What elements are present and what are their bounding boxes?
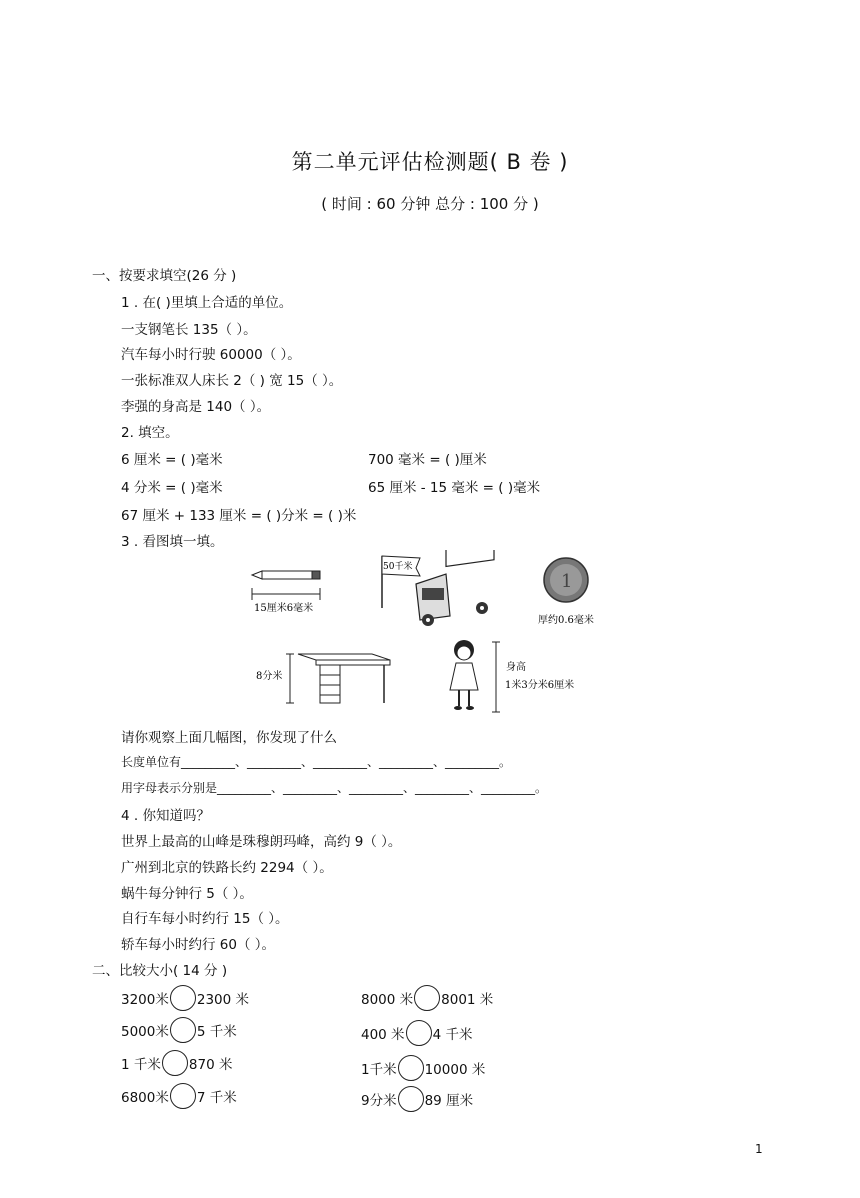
q4-line: 轿车每小时约行 60（ ）。 — [121, 937, 276, 953]
q4-line: 世界上最高的山峰是珠穆朗玛峰，高约 9（ ）。 — [121, 834, 402, 850]
compare-right-value: 8001 米 — [441, 992, 494, 1008]
compare-answer-circle[interactable] — [398, 1086, 424, 1112]
compare-right-value: 2300 米 — [196, 992, 250, 1008]
compare-answer-circle[interactable] — [170, 1017, 196, 1043]
height-value-label: 1米3分米6厘米 — [505, 680, 575, 691]
q1-line: 一张标准双人床长 2（ ) 宽 15（ ）。 — [121, 373, 343, 389]
desk-icon — [286, 654, 390, 703]
svg-text:1: 1 — [561, 571, 573, 592]
page-subtitle: ( 时间 : 60 分钟 总分 : 100 分 ) — [321, 195, 539, 213]
compare-right-value: 10000 米 — [424, 1062, 486, 1078]
height-label: 身高 — [506, 662, 526, 673]
compare-left-value: 3200米 — [121, 992, 169, 1008]
q2-right-line: 65 厘米 - 15 毫米 = ( )毫米 — [368, 480, 541, 496]
q3-heading: 3 . 看图填一填。 — [121, 534, 224, 550]
coin-icon — [544, 558, 588, 602]
q2-left-line: 6 厘米 = ( )毫米 — [121, 452, 223, 468]
compare-item — [121, 985, 249, 1011]
page-number: 1 — [755, 1142, 763, 1156]
q4-line: 广州到北京的铁路长约 2294（ ）。 — [121, 860, 333, 876]
compare-item — [361, 1020, 472, 1046]
q4-line: 蜗牛每分钟行 5（ ）。 — [121, 886, 253, 902]
q2-heading: 2. 填空。 — [121, 425, 179, 441]
q1-line: 一支钢笔长 135（ ）。 — [121, 322, 257, 338]
compare-left-value: 8000 米 — [361, 992, 414, 1008]
compare-answer-circle[interactable] — [406, 1020, 432, 1046]
measurement-figure — [250, 550, 610, 720]
compare-left-value: 6800米 — [121, 1090, 169, 1106]
sign-speed-label: 50千米 — [383, 562, 413, 572]
compare-item — [121, 1017, 237, 1043]
q3-units-line: 长度单位有_________、_________、_________、_________、_________。 — [121, 755, 512, 769]
compare-answer-circle[interactable] — [162, 1050, 188, 1076]
q3-prompt: 请你观察上面几幅图，你发现了什么 — [121, 730, 337, 746]
compare-left-value: 400 米 — [361, 1027, 405, 1043]
compare-answer-circle[interactable] — [398, 1055, 424, 1081]
q2-left-line: 4 分米 = ( )毫米 — [121, 480, 223, 496]
q2-right-line: 700 毫米 = ( )厘米 — [368, 452, 487, 468]
q3-letters-line: 用字母表示分别是_________、_________、_________、_________、_________。 — [121, 781, 548, 795]
compare-right-value: 5 千米 — [196, 1024, 237, 1040]
pencil-icon — [252, 571, 320, 600]
compare-left-value: 1千米 — [361, 1062, 397, 1078]
q1-line: 汽车每小时行驶 60000（ ）。 — [121, 347, 301, 363]
q4-heading: 4 . 你知道吗？ — [121, 808, 210, 824]
compare-right-value: 89 厘米 — [424, 1093, 474, 1109]
compare-item — [361, 1086, 473, 1112]
compare-answer-circle[interactable] — [414, 985, 440, 1011]
compare-item — [121, 1050, 232, 1076]
q1-line: 李强的身高是 140（ ）。 — [121, 399, 271, 415]
compare-item — [121, 1083, 237, 1109]
compare-left-value: 9分米 — [361, 1093, 397, 1109]
section1-heading: 一、按要求填空(26 分 ) — [92, 268, 237, 284]
page-title: 第二单元评估检测题( B 卷 ) — [291, 150, 569, 174]
truck-icon — [416, 550, 494, 626]
compare-answer-circle[interactable] — [170, 1083, 196, 1109]
section2-heading: 二、比较大小( 14 分 ) — [92, 963, 228, 979]
girl-icon — [450, 640, 500, 712]
compare-left-value: 1 千米 — [121, 1057, 161, 1073]
compare-right-value: 7 千米 — [196, 1090, 237, 1106]
q2-left-line: 67 厘米 + 133 厘米 = ( )分米 = ( )米 — [121, 508, 357, 524]
compare-right-value: 870 米 — [188, 1057, 233, 1073]
pencil-length-label: 15厘米6毫米 — [254, 603, 314, 614]
q1-heading: 1 . 在( )里填上合适的单位。 — [121, 295, 293, 311]
compare-right-value: 4 千米 — [432, 1027, 473, 1043]
compare-answer-circle[interactable] — [170, 985, 196, 1011]
desk-height-label: 8分米 — [256, 671, 283, 682]
q4-line: 自行车每小时约行 15（ ）。 — [121, 911, 289, 927]
compare-left-value: 5000米 — [121, 1024, 169, 1040]
coin-thickness-label: 厚约0.6毫米 — [538, 615, 594, 626]
compare-item — [361, 985, 493, 1011]
compare-item — [361, 1055, 485, 1081]
